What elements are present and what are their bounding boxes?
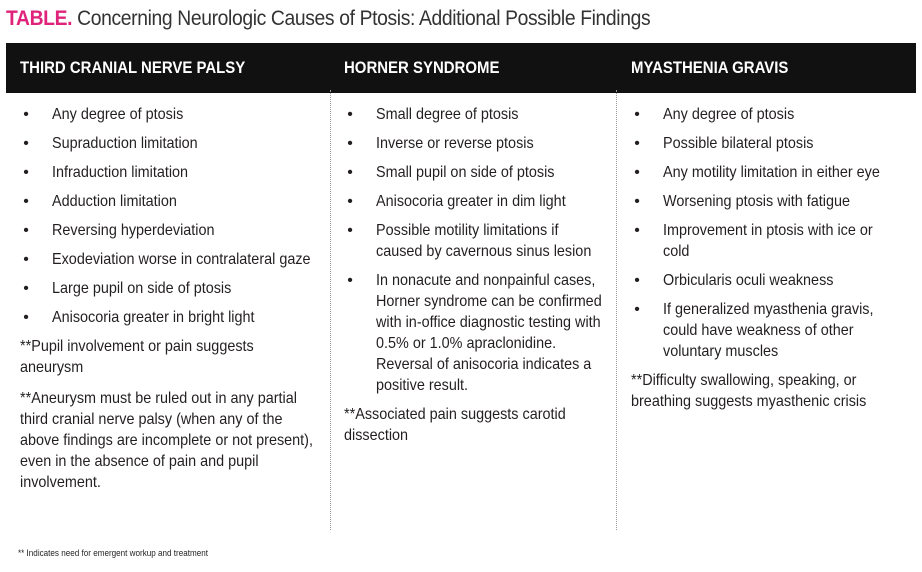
finding-text: Possible motility limitations if caused by cavernous sinus lesion xyxy=(376,222,592,260)
table-label: TABLE. xyxy=(6,7,73,30)
list-item xyxy=(344,191,602,212)
finding-text: Possible bilateral ptosis xyxy=(663,135,814,152)
bullet-icon: • xyxy=(634,222,640,239)
table-caption: Concerning Neurologic Causes of Ptosis: Additional Possible Findings xyxy=(72,7,651,30)
bullet-icon: • xyxy=(634,106,640,123)
column-header-bar xyxy=(6,43,916,93)
column-note xyxy=(20,388,320,493)
list-item xyxy=(631,299,903,362)
list-item xyxy=(20,278,320,299)
column-header-third-nerve: THIRD CRANIAL NERVE PALSY xyxy=(20,58,246,77)
finding-text: Reversing hyperdeviation xyxy=(52,222,215,239)
findings-list xyxy=(631,104,903,362)
list-item xyxy=(20,307,320,328)
bullet-icon: • xyxy=(347,222,353,239)
list-item xyxy=(631,270,903,291)
column-note xyxy=(20,336,320,378)
finding-text: Large pupil on side of ptosis xyxy=(52,280,232,297)
list-item xyxy=(344,270,602,396)
note-text: **Associated pain suggests carotid dissection xyxy=(344,406,566,444)
list-item xyxy=(344,133,602,154)
bullet-icon: • xyxy=(634,193,640,210)
list-item xyxy=(20,191,320,212)
column-myasthenia xyxy=(631,104,903,422)
finding-text: Adduction limitation xyxy=(52,193,177,210)
bullet-icon: • xyxy=(634,301,640,318)
finding-text: In nonacute and nonpainful cases, Horner syndrome can be confirmed with in-office diagnostic testing with 0.5% or 1.0% apraclonidine. Reversal of anisocoria indicates a positive result. xyxy=(376,272,602,394)
bullet-icon: • xyxy=(347,135,353,152)
bullet-icon: • xyxy=(347,272,353,289)
bullet-icon: • xyxy=(23,106,29,123)
bullet-icon: • xyxy=(634,164,640,181)
bullet-icon: • xyxy=(23,135,29,152)
finding-text: Infraduction limitation xyxy=(52,164,189,181)
bullet-icon: • xyxy=(23,193,29,210)
finding-text: Any degree of ptosis xyxy=(52,106,184,123)
findings-list xyxy=(344,104,602,396)
finding-text: Orbicularis oculi weakness xyxy=(663,272,834,289)
note-text: **Pupil involvement or pain suggests aneurysm xyxy=(20,338,254,376)
bullet-icon: • xyxy=(23,280,29,297)
finding-text: Small pupil on side of ptosis xyxy=(376,164,555,181)
bullet-icon: • xyxy=(634,135,640,152)
list-item xyxy=(20,220,320,241)
finding-text: Any motility limitation in either eye xyxy=(663,164,880,181)
finding-text: Any degree of ptosis xyxy=(663,106,795,123)
bullet-icon: • xyxy=(347,193,353,210)
bullet-icon: • xyxy=(23,164,29,181)
finding-text: Improvement in ptosis with ice or cold xyxy=(663,222,873,260)
list-item xyxy=(631,104,903,125)
list-item xyxy=(20,104,320,125)
bullet-icon: • xyxy=(23,251,29,268)
list-item xyxy=(20,133,320,154)
finding-text: Small degree of ptosis xyxy=(376,106,519,123)
findings-list xyxy=(20,104,320,328)
finding-text: Anisocoria greater in dim light xyxy=(376,193,566,210)
list-item xyxy=(631,191,903,212)
list-item xyxy=(631,133,903,154)
list-item xyxy=(344,104,602,125)
footnote: ** Indicates need for emergent workup and treatment xyxy=(18,548,209,558)
bullet-icon: • xyxy=(634,272,640,289)
column-third-nerve xyxy=(20,104,320,503)
finding-text: If generalized myasthenia gravis, could have weakness of other voluntary muscles xyxy=(663,301,874,360)
bullet-icon: • xyxy=(23,309,29,326)
bullet-icon: • xyxy=(347,106,353,123)
list-item xyxy=(20,162,320,183)
finding-text: Supraduction limitation xyxy=(52,135,198,152)
bullet-icon: • xyxy=(23,222,29,239)
list-item xyxy=(631,220,903,262)
column-header-horner: HORNER SYNDROME xyxy=(344,58,500,77)
note-text: **Aneurysm must be ruled out in any partial third cranial nerve palsy (when any of the above findings are incomplete or not present), even in the absence of pain and pupil involvement. xyxy=(20,390,313,491)
table-title xyxy=(6,6,843,32)
column-horner xyxy=(344,104,602,456)
finding-text: Inverse or reverse ptosis xyxy=(376,135,534,152)
bullet-icon: • xyxy=(347,164,353,181)
list-item xyxy=(20,249,320,270)
finding-text: Anisocoria greater in bright light xyxy=(52,309,255,326)
column-note xyxy=(344,404,602,446)
column-header-myasthenia: MYASTHENIA GRAVIS xyxy=(631,58,789,77)
list-item xyxy=(344,162,602,183)
list-item xyxy=(344,220,602,262)
finding-text: Worsening ptosis with fatigue xyxy=(663,193,851,210)
column-note xyxy=(631,370,903,412)
finding-text: Exodeviation worse in contralateral gaze xyxy=(52,251,311,268)
list-item xyxy=(631,162,903,183)
note-text: **Difficulty swallowing, speaking, or breathing suggests myasthenic crisis xyxy=(631,372,867,410)
